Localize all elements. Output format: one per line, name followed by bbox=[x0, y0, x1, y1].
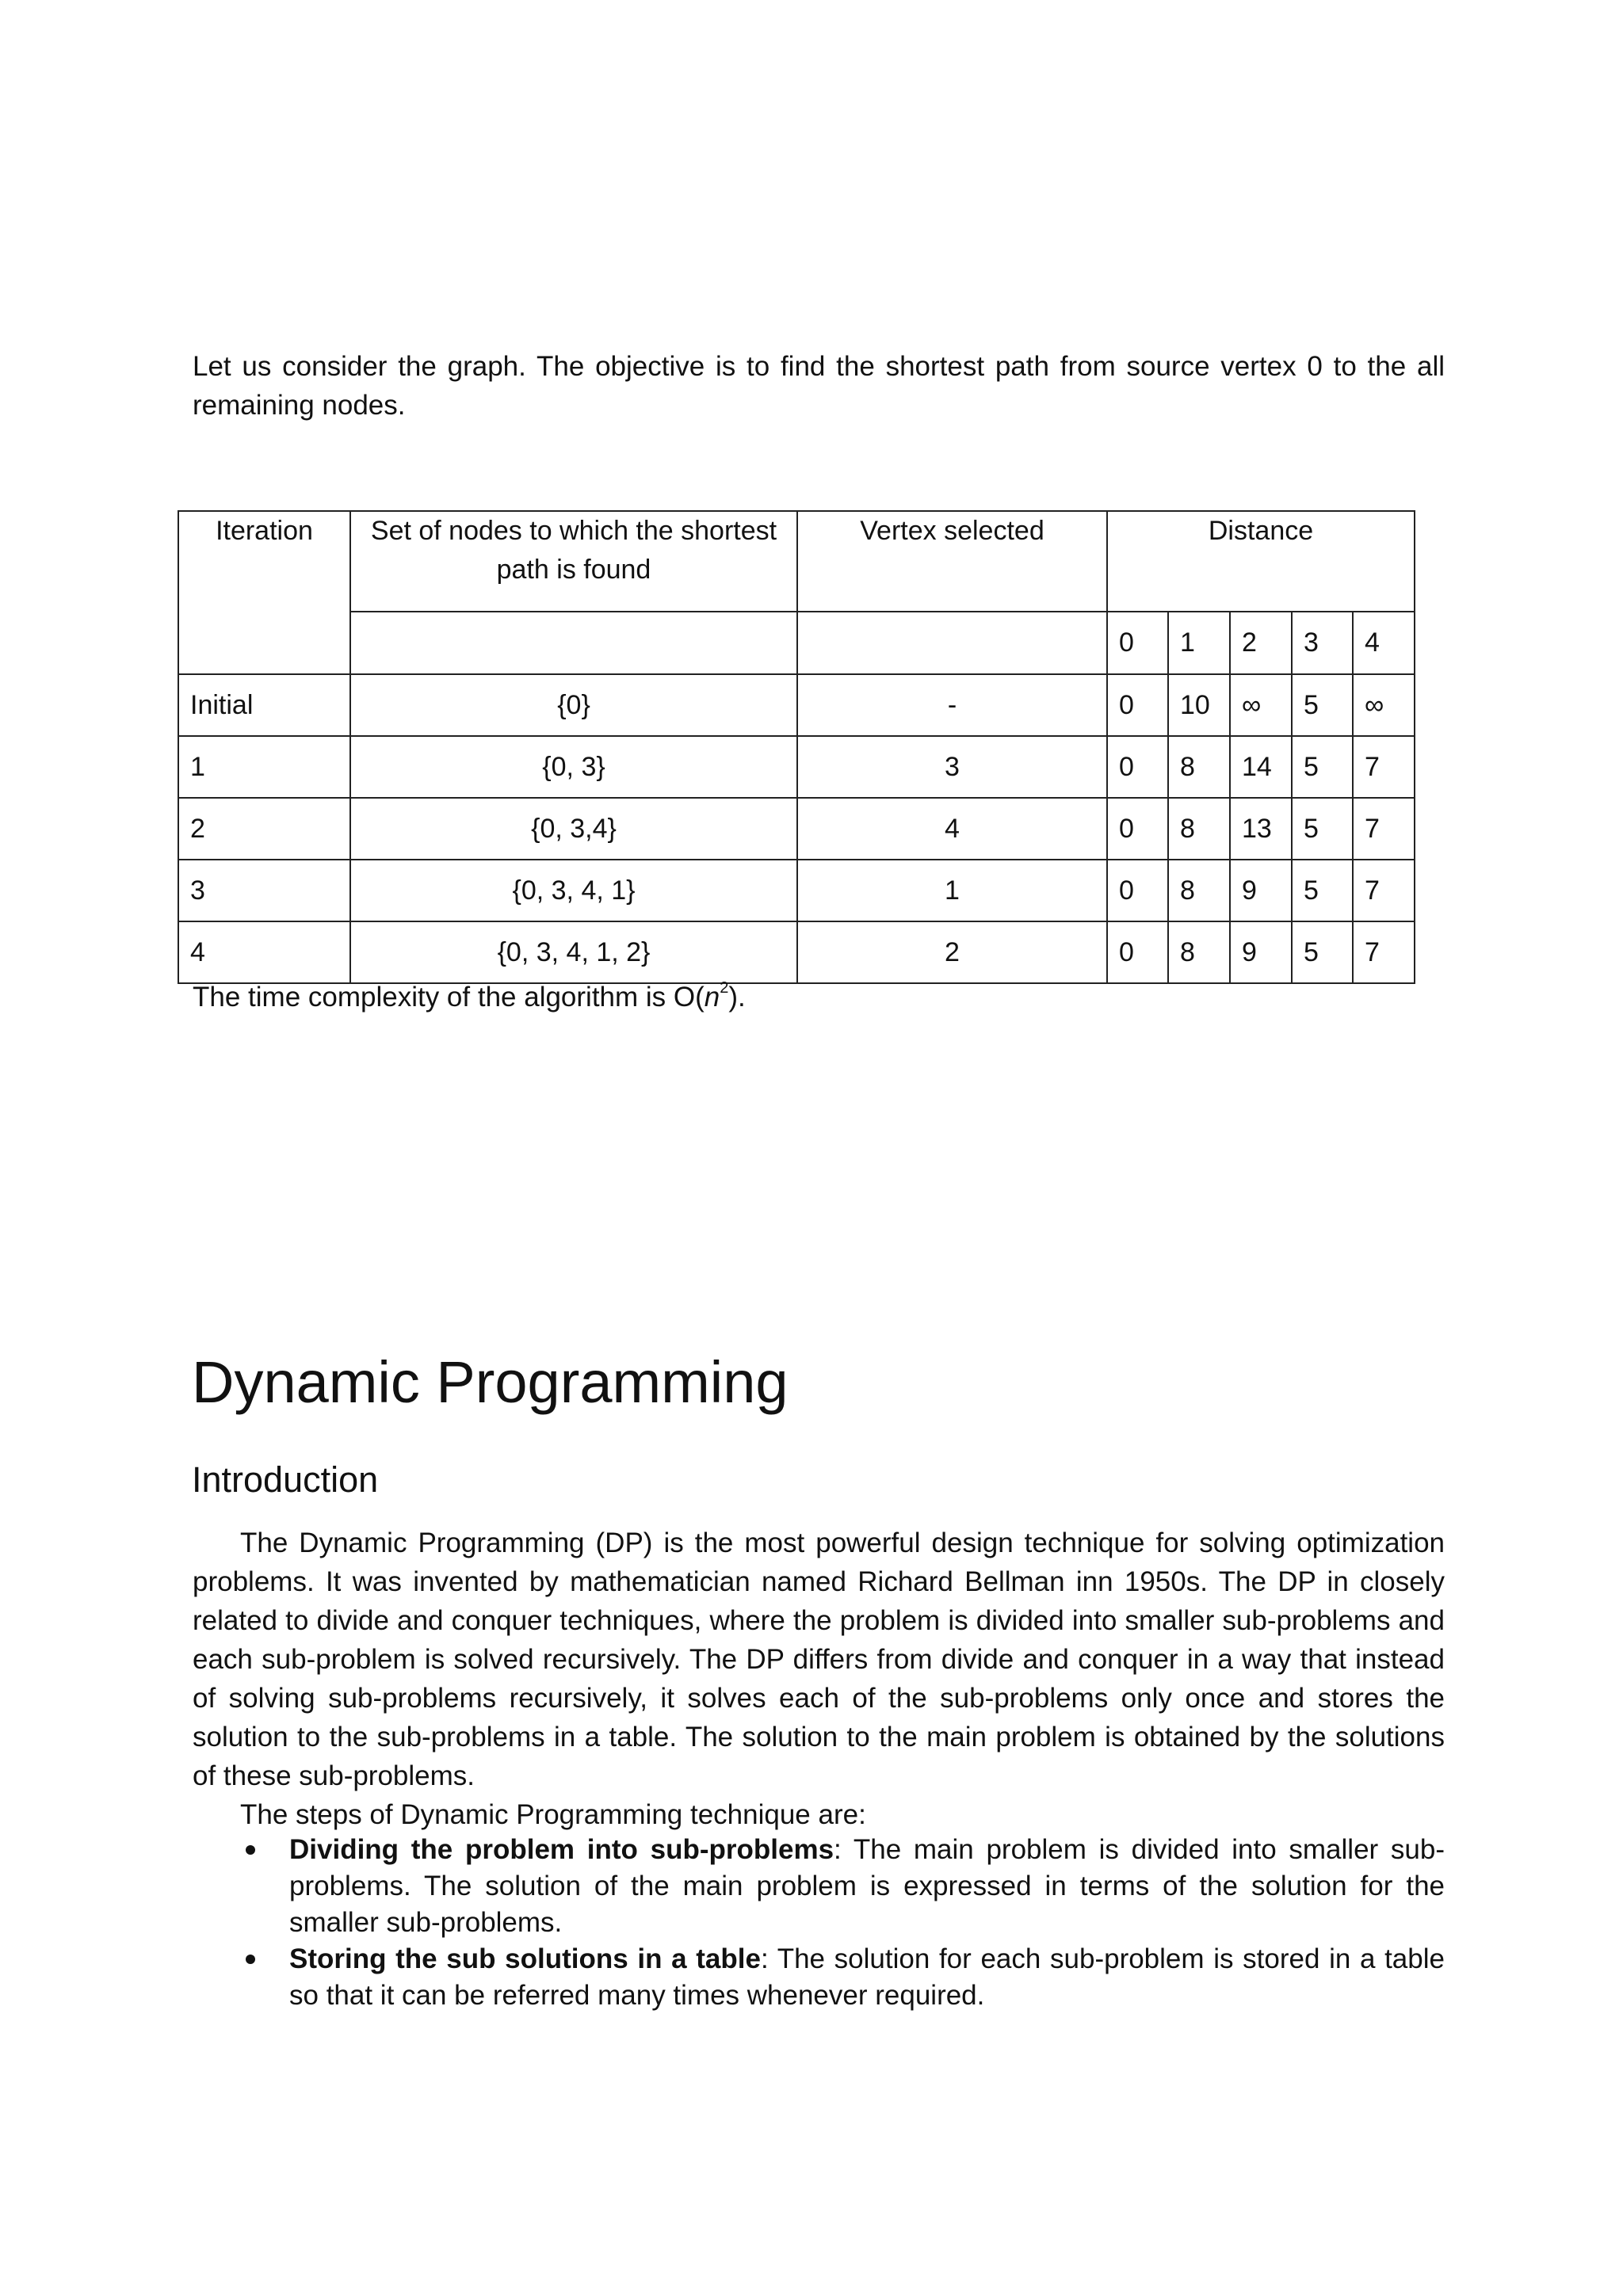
complexity-suffix: ). bbox=[728, 982, 746, 1013]
row-dist-2: 9 bbox=[1230, 921, 1292, 983]
row-iteration: 3 bbox=[178, 860, 350, 921]
distance-col-4: 4 bbox=[1353, 612, 1415, 674]
row-dist-1: 8 bbox=[1168, 860, 1230, 921]
complexity-variable: n bbox=[704, 982, 720, 1013]
row-set: {0, 3} bbox=[350, 736, 797, 798]
complexity-statement bbox=[193, 978, 1445, 1016]
dp-paragraph: The Dynamic Programming (DP) is the most powerful design technique for solving optimization problems. It was invented by mathematician named Richard Bellman inn 1950s. The DP in closely related to divide and conquer techniques, where the problem is divided into smaller sub-problems and each sub-problem is solved recursively. The DP differs from divide and conquer in a way that instead of solving sub-problems recursively, it solves each of the sub-problems only once and stores the solution to the sub-problems in a table. The solution to the main problem is obtained by the solutions of these sub-problems. bbox=[193, 1527, 1445, 1791]
row-dist-0: 0 bbox=[1107, 921, 1168, 983]
row-iteration: 1 bbox=[178, 736, 350, 798]
table-row bbox=[178, 674, 1415, 736]
table-header-row bbox=[178, 511, 1415, 612]
row-dist-0: 0 bbox=[1107, 736, 1168, 798]
list-item bbox=[193, 1941, 1445, 2014]
row-set: {0} bbox=[350, 674, 797, 736]
row-dist-2: ∞ bbox=[1230, 674, 1292, 736]
bullet-text: : The solution for each sub-problem is stored in a table so that it can be referred many times whenever required. bbox=[289, 1943, 1445, 2011]
row-dist-3: 5 bbox=[1292, 674, 1353, 736]
row-set: {0, 3, 4, 1, 2} bbox=[350, 921, 797, 983]
distance-col-1: 1 bbox=[1168, 612, 1230, 674]
row-dist-1: 8 bbox=[1168, 736, 1230, 798]
row-dist-4: 7 bbox=[1353, 798, 1415, 860]
distance-col-0: 0 bbox=[1107, 612, 1168, 674]
row-vertex: 4 bbox=[797, 798, 1107, 860]
row-iteration: Initial bbox=[178, 674, 350, 736]
shortest-path-table bbox=[178, 510, 1415, 984]
complexity-prefix: The time complexity of the algorithm is O( bbox=[193, 982, 705, 1013]
bullet-icon bbox=[246, 1955, 255, 1964]
row-dist-4: 7 bbox=[1353, 860, 1415, 921]
steps-list bbox=[193, 1832, 1445, 2014]
row-dist-4: 7 bbox=[1353, 736, 1415, 798]
section-subtitle: Introduction bbox=[192, 1459, 379, 1500]
row-set: {0, 3,4} bbox=[350, 798, 797, 860]
row-dist-1: 10 bbox=[1168, 674, 1230, 736]
list-item bbox=[193, 1832, 1445, 1941]
row-vertex: - bbox=[797, 674, 1107, 736]
bullet-icon bbox=[246, 1845, 255, 1855]
table-row bbox=[178, 798, 1415, 860]
subheader-vertex-empty bbox=[797, 612, 1107, 674]
row-dist-1: 8 bbox=[1168, 921, 1230, 983]
distance-col-3: 3 bbox=[1292, 612, 1353, 674]
row-dist-0: 0 bbox=[1107, 674, 1168, 736]
bullet-bold-term: Dividing the problem into sub-problems bbox=[289, 1834, 834, 1865]
subheader-set-empty bbox=[350, 612, 797, 674]
bullet-text: : The main problem is divided into smaller sub-problems. The solution of the main problem is expressed in terms of the solution for the smaller sub-problems. bbox=[289, 1834, 1445, 1938]
table-row bbox=[178, 736, 1415, 798]
table-subheader-row bbox=[178, 612, 1415, 674]
row-dist-2: 13 bbox=[1230, 798, 1292, 860]
row-set: {0, 3, 4, 1} bbox=[350, 860, 797, 921]
row-dist-0: 0 bbox=[1107, 798, 1168, 860]
row-dist-3: 5 bbox=[1292, 736, 1353, 798]
row-dist-1: 8 bbox=[1168, 798, 1230, 860]
table-row bbox=[178, 921, 1415, 983]
header-vertex: Vertex selected bbox=[797, 511, 1107, 612]
row-dist-2: 14 bbox=[1230, 736, 1292, 798]
header-distance: Distance bbox=[1107, 511, 1415, 612]
row-dist-4: 7 bbox=[1353, 921, 1415, 983]
complexity-exponent: 2 bbox=[720, 979, 729, 997]
row-dist-2: 9 bbox=[1230, 860, 1292, 921]
row-dist-3: 5 bbox=[1292, 921, 1353, 983]
table-row bbox=[178, 860, 1415, 921]
header-set: Set of nodes to which the shortest path is found bbox=[350, 511, 797, 612]
row-iteration: 2 bbox=[178, 798, 350, 860]
row-dist-4: ∞ bbox=[1353, 674, 1415, 736]
header-iteration: Iteration bbox=[178, 511, 350, 674]
row-dist-0: 0 bbox=[1107, 860, 1168, 921]
distance-col-2: 2 bbox=[1230, 612, 1292, 674]
row-vertex: 3 bbox=[797, 736, 1107, 798]
row-vertex: 2 bbox=[797, 921, 1107, 983]
row-vertex: 1 bbox=[797, 860, 1107, 921]
bullet-bold-term: Storing the sub solutions in a table bbox=[289, 1943, 761, 1974]
steps-intro: The steps of Dynamic Programming technique are: bbox=[240, 1799, 866, 1830]
row-iteration: 4 bbox=[178, 921, 350, 983]
row-dist-3: 5 bbox=[1292, 798, 1353, 860]
row-dist-3: 5 bbox=[1292, 860, 1353, 921]
section-title: Dynamic Programming bbox=[192, 1349, 789, 1415]
intro-paragraph: Let us consider the graph. The objective is to find the shortest path from source vertex 0 to the all remaining nodes. bbox=[193, 351, 1445, 421]
